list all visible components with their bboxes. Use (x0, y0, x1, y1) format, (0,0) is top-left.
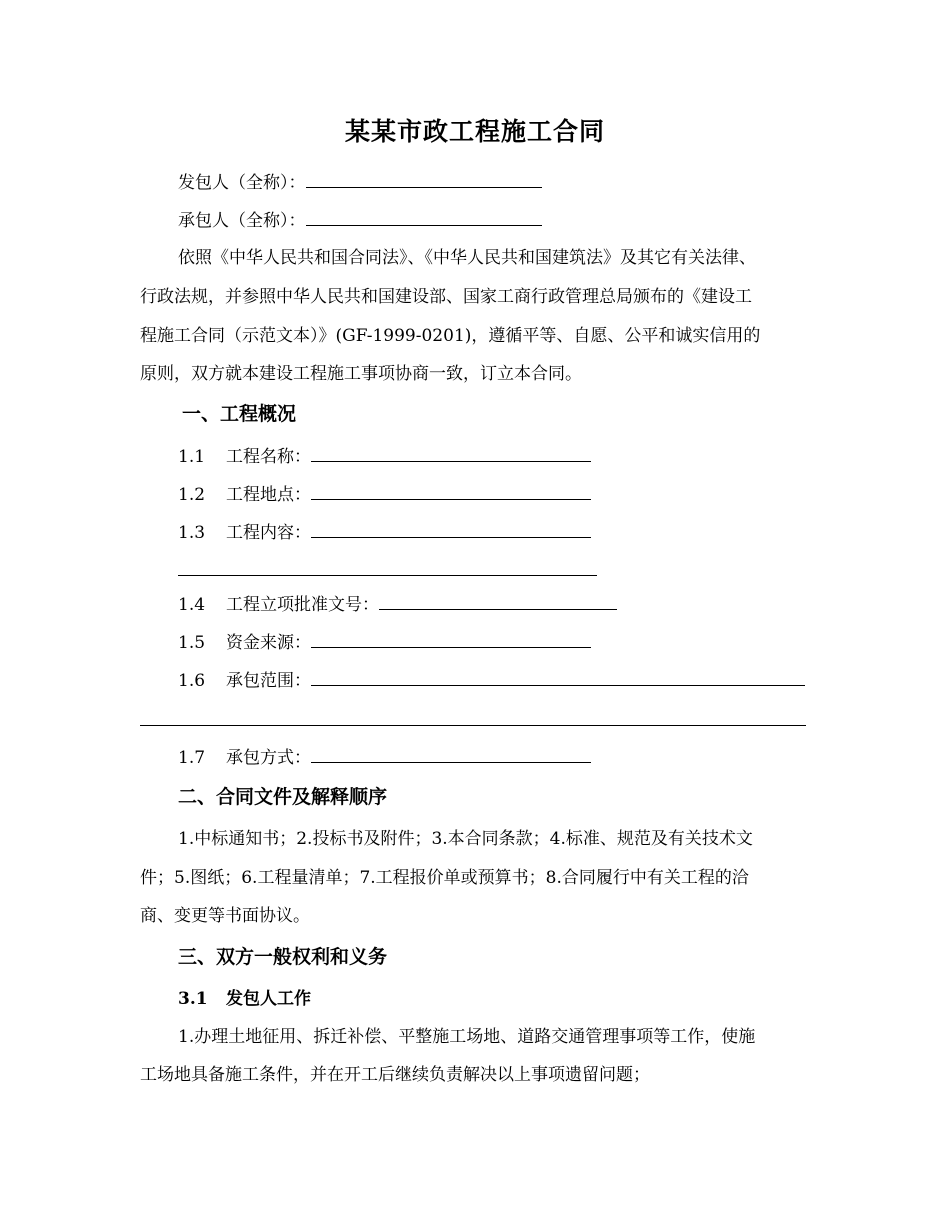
item-1-7 (178, 745, 591, 770)
party-b-blank[interactable] (306, 208, 542, 226)
subsection-3-1 (178, 987, 311, 1011)
item-1-5 (178, 630, 591, 655)
project-content-blank-2[interactable] (178, 575, 597, 576)
party-b-label: 承包人（全称）： (178, 211, 306, 231)
item-label: 工程内容： (226, 523, 311, 543)
subsection-label: 发包人工作 (226, 989, 311, 1009)
approval-number-blank[interactable] (379, 592, 617, 610)
contract-method-blank[interactable] (311, 745, 591, 763)
section2-heading: 二、合同文件及解释顺序 (178, 786, 388, 808)
item-number: 1.1 (178, 447, 206, 467)
intro-line-2: 行政法规，并参照中华人民共和国建设部、国家工商行政管理总局颁布的《建设工 (140, 287, 752, 307)
party-a-label: 发包人（全称）： (178, 173, 306, 193)
item-1-3 (178, 520, 591, 545)
intro-line-4: 原则，双方就本建设工程施工事项协商一致，订立本合同。 (140, 364, 582, 384)
section1-heading: 一、工程概况 (182, 403, 297, 425)
project-content-blank[interactable] (311, 520, 591, 538)
item-1-1 (178, 444, 591, 469)
document-title: 某某市政工程施工合同 (344, 117, 605, 146)
item-label: 承包方式： (226, 748, 311, 768)
funding-source-blank[interactable] (311, 630, 591, 648)
item-1-6 (178, 668, 805, 693)
section3-line-2: 工场地具备施工条件，并在开工后继续负责解决以上事项遗留问题； (140, 1065, 650, 1085)
item-number: 1.6 (178, 671, 206, 691)
section2-line-2: 件；5.图纸；6.工程量清单；7.工程报价单或预算书；8.合同履行中有关工程的洽 (140, 868, 749, 888)
contract-scope-blank-2[interactable] (140, 725, 806, 726)
intro-line-1: 依照《中华人民共和国合同法》、《中华人民共和国建筑法》及其它有关法律、 (178, 248, 756, 268)
section2-line-3: 商、变更等书面协议。 (140, 906, 310, 926)
item-number: 1.4 (178, 595, 206, 615)
item-label: 资金来源： (226, 633, 311, 653)
item-number: 1.5 (178, 633, 206, 653)
party-a-line (178, 170, 542, 195)
section3-heading: 三、双方一般权利和义务 (178, 946, 388, 968)
item-label: 工程名称： (226, 447, 311, 467)
project-name-blank[interactable] (311, 444, 591, 462)
item-number: 1.7 (178, 748, 206, 768)
item-label: 承包范围： (226, 671, 311, 691)
contract-scope-blank[interactable] (311, 668, 805, 686)
item-label: 工程立项批准文号： (226, 595, 379, 615)
party-a-blank[interactable] (306, 170, 542, 188)
intro-line-3: 程施工合同（示范文本）》(GF-1999-0201)，遵循平等、自愿、公平和诚实信用的 (140, 326, 761, 346)
section3-line-1: 1.办理土地征用、拆迁补偿、平整施工场地、道路交通管理事项等工作，使施 (178, 1027, 756, 1047)
subsection-number: 3.1 (178, 989, 208, 1009)
party-b-line (178, 208, 542, 233)
project-location-blank[interactable] (311, 482, 591, 500)
item-label: 工程地点： (226, 485, 311, 505)
item-1-2 (178, 482, 591, 507)
item-1-4 (178, 592, 617, 617)
item-number: 1.2 (178, 485, 206, 505)
item-number: 1.3 (178, 523, 206, 543)
section2-line-1: 1.中标通知书；2.投标书及附件；3.本合同条款；4.标准、规范及有关技术文 (178, 829, 753, 849)
